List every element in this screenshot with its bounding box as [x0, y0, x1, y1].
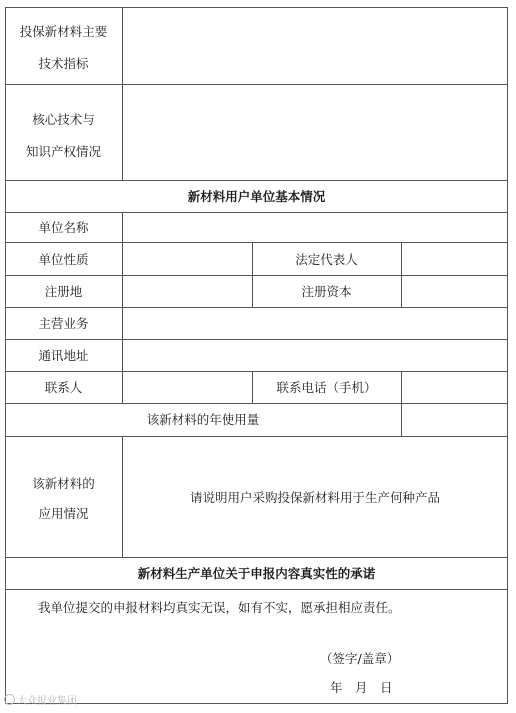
row-divider — [5, 436, 508, 437]
label-unit-name: 单位名称 — [38, 220, 89, 235]
label-application-line1: 该新材料的 — [32, 476, 95, 491]
label-main-business: 主营业务 — [38, 316, 89, 331]
watermark — [4, 692, 77, 707]
row-divider — [5, 307, 508, 308]
row-divider — [5, 589, 508, 590]
label-application-line2: 应用情况 — [38, 506, 89, 521]
label-registered-capital: 注册资本 — [301, 284, 352, 299]
commitment-text: 我单位提交的申报材料均真实无误，如有不实，愿承担相应责任。 — [38, 600, 401, 615]
watermark-text: 大众报业集团 — [17, 696, 77, 707]
label-contact-phone: 联系电话（手机） — [276, 380, 377, 395]
label-core-tech-line2: 知识产权情况 — [25, 144, 101, 159]
row-divider — [5, 84, 508, 85]
label-registration-place: 注册地 — [44, 284, 83, 299]
row-divider — [5, 403, 508, 404]
column-divider — [401, 371, 402, 436]
column-divider — [401, 242, 402, 307]
row-divider — [5, 557, 508, 558]
label-main-indicators-line1: 投保新材料主要 — [19, 24, 108, 39]
label-address: 通讯地址 — [38, 348, 89, 363]
row-divider — [5, 242, 508, 243]
column-divider — [122, 7, 123, 180]
label-legal-representative: 法定代表人 — [295, 252, 358, 267]
row-divider — [5, 275, 508, 276]
label-unit-nature: 单位性质 — [38, 252, 89, 267]
row-divider — [5, 180, 508, 181]
date-label: 年 月 日 — [330, 680, 393, 695]
signature-seal-label: （签字/盖章） — [320, 651, 400, 666]
column-divider — [122, 212, 123, 403]
row-divider — [5, 339, 508, 340]
label-annual-usage: 该新材料的年使用量 — [146, 412, 260, 427]
commitment-heading: 新材料生产单位关于申报内容真实性的承诺 — [137, 566, 376, 581]
label-main-indicators-line2: 技术指标 — [38, 56, 89, 71]
user-section-heading: 新材料用户单位基本情况 — [187, 189, 326, 204]
watermark-logo-icon — [4, 694, 15, 705]
label-core-tech-line1: 核心技术与 — [32, 112, 95, 127]
label-contact-person: 联系人 — [44, 380, 83, 395]
row-divider — [5, 371, 508, 372]
application-instruction: 请说明用户采购投保新材料用于生产何种产品 — [189, 490, 440, 505]
row-divider — [5, 212, 508, 213]
